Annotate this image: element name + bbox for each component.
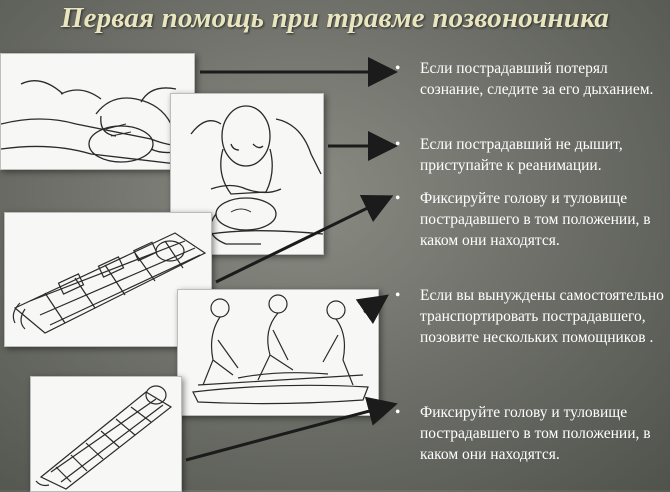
bullet-dot: • xyxy=(395,136,401,153)
illustration-transport-helpers xyxy=(177,289,379,416)
bullet-text: Если пострадавший не дышит, приступайте к реанимации. xyxy=(420,136,623,174)
illustration-head-hold xyxy=(0,53,195,170)
bullet-text: Фиксируйте голову и туловище пострадавшего в том положении, в каком они находятся. xyxy=(420,190,651,249)
bullet-dot: • xyxy=(395,190,401,207)
bullet-dot: • xyxy=(395,60,401,77)
illustration-stretcher xyxy=(30,376,182,492)
bullet-text: Если пострадавший потерял сознание, следите за его дыханием. xyxy=(420,60,654,98)
slide-title: Первая помощь при травме позвоночника xyxy=(60,2,610,34)
bullet-dot: • xyxy=(395,404,401,421)
bullet-text: Если вы вынуждены самостоятельно транспортировать пострадавшего, позовите нескольких помощников . xyxy=(420,287,664,346)
bullet-dot: • xyxy=(395,287,401,304)
bullet-text: Фиксируйте голову и туловище пострадавшего в том положении, в каком они находятся. xyxy=(420,404,651,463)
